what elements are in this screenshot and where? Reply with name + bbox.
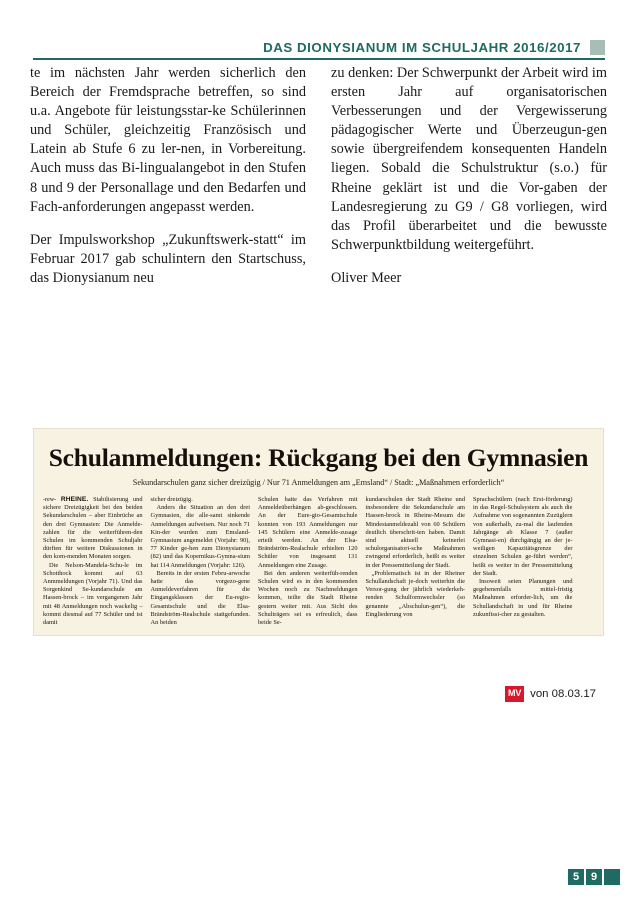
article-column-left bbox=[30, 64, 306, 288]
page-number-footer bbox=[568, 869, 620, 885]
clipping-paragraph: Sprachschülern (nach Erst-förderung) in das Regel-Schulsystem als auch die Aufnahme von sogenannten Zuzüglern von außerhalb, zu-mal die laufenden Jahrgänge ab Klasse 7 (außer Gymnasi-en) durchgängig an der je-weiligen Kapazitätsgrenze der einzelnen Schulen ge-führt werden“, heißt es weiter in der Pressemittelung der Stadt. bbox=[473, 496, 573, 577]
article-column-right bbox=[331, 64, 607, 288]
clipping-paragraph: „Problematisch ist in der Rheiner Schullandschaft je-doch weiterhin die Versor-gung der jährlich wiederkeh-renden Schulformwechsler (so genannte „Abschulun-gen“), die Eingliederung von bbox=[365, 569, 465, 618]
clipping-paragraph bbox=[43, 496, 143, 562]
newspaper-clipping bbox=[33, 428, 604, 636]
clipping-paragraph: Insoweit seien Planungen und gegebenenfalls mittel-fristig Maßnahmen erforder-lich, um die Schullandschaft in und für Rheine zukunftssi-cher zu gestalten. bbox=[473, 578, 573, 618]
paragraph: te im nächsten Jahr werden sicherlich den Bereich der Fremdsprache betreffen, so sind u.a. Angebote für leistungsstar-ke Schülerinnen und Schüler, gleichzeitig Französisch und Latein ab Stufe 6 zu ler-nen, in Vorbereitung. Auch muss das Bi-lingualangebot in den Stufen 8 und 9 der Personallage und den Bedarfen und Fach-anforderungen angepasst werden. bbox=[30, 65, 306, 215]
clipping-paragraph: Schulen hatte das Verfahren mit Anmeldeüberhängen ab-geschlossen. An der Eure-gio-Gesamtschule konnten von 193 Anmeldungen nur 145 Schülern eine Anmelde-zusage erteilt werden. An der Elsa-Brändström-Realschule erhielten 120 Schüler von insgesamt 131 Anmeldungen eine Zusage. bbox=[258, 496, 358, 569]
running-header-content bbox=[263, 40, 605, 55]
clipping-column-1 bbox=[43, 496, 143, 627]
clipping-column-5 bbox=[473, 496, 573, 627]
source-date-label: von 08.03.17 bbox=[530, 687, 596, 700]
clipping-columns bbox=[43, 496, 594, 627]
clipping-reporter-credit: -rew- bbox=[43, 497, 57, 503]
article-byline: Oliver Meer bbox=[331, 269, 402, 286]
running-header bbox=[33, 26, 605, 60]
clipping-paragraph: sicher dreizügig. bbox=[150, 496, 193, 503]
page-number-digit-second: 9 bbox=[586, 869, 602, 885]
article-body bbox=[30, 64, 608, 288]
clipping-column-4 bbox=[366, 496, 466, 627]
header-divider-rule bbox=[33, 58, 605, 60]
source-attribution bbox=[505, 686, 596, 702]
clipping-paragraph: Anders die Situation an den drei Gymnasien, die alle-samt sinkende Anmeldungen aufweisen. Nur noch 71 Kin-der wurden zum Emsland-Gymnasium angemeldet (Vorjahr: 90), 77 Kinder ge-hen zum Dionysianum (82) und das Kopernikus-Gymna-sium hat 114 Anmeldungen (Vorjahr: 126). bbox=[150, 504, 250, 569]
clipping-paragraph: Bei den anderen weiterfüh-renden Schulen wird es in den kommenden Wochen noch zu Nachmeldungen kommen, teilte die Stadt Rheine gestern weiter mit. Aus Sicht des Schulträgers sei es erfreulich, dass beide Se- bbox=[258, 569, 358, 627]
clipping-subheadline: Sekundarschulen ganz sicher dreizügig / Nur 71 Anmeldungen am „Emsland“ / Stadt: „Maßnahmen erforderlich“ bbox=[132, 478, 505, 487]
clipping-paragraph-text: Stabilisierung und sichere Dreizügigkeit bei den beiden Sekundarschulen – aber Einbrüche an den drei Gymnasien: Die Anmelde-zahlen für die weiterführen-den Schulen im kommenden Schuljahr dürften für weitere Diskussionen in den kom-menden Monaten sorgen. bbox=[43, 496, 143, 561]
clipping-paragraph: kundarschulen der Stadt Rheine und insbesondere die Sekundarschule am Hassen-brock in Rheine-Mesum die Mindestanmeldezahl von 60 Schülern deutlich überschrit-ten haben. Damit sind aktuell keinerlei schulorganisatori-sche Maßnahmen zwingend erforderlich, heißt es weiter in der Pressemitteilung der Stadt. bbox=[365, 496, 465, 569]
page-title: DAS DIONYSIANUM IM SCHULJAHR 2016/2017 bbox=[263, 40, 581, 55]
footer-decoration-square bbox=[604, 869, 620, 885]
mv-logo-icon: MV bbox=[505, 686, 524, 702]
page-number-digit-first: 5 bbox=[568, 869, 584, 885]
header-decoration-square bbox=[590, 40, 605, 55]
clipping-headline: Schulanmeldungen: Rückgang bei den Gymnasien bbox=[48, 443, 589, 472]
paragraph: Der Impulsworkshop „Zukunftswerk-statt“ im Februar 2017 gab schulintern den Startschuss, das Dionysianum neu bbox=[30, 231, 306, 286]
clipping-paragraph: Bereits in der ersten Febru-arwoche hatte das vorgezo-gene Anmeldeverfahren für die Eingangsklassen der Eu-regio-Gesamtschule und die Elsa-Brändström-Realschule stattgefunden. An beiden bbox=[150, 569, 250, 627]
clipping-column-2 bbox=[151, 496, 251, 627]
paragraph: zu denken: Der Schwerpunkt der Arbeit wird im ersten Jahr auf organisatorischen Verbesserungen und der Vergewisserung pädagogischer Werte und Überzeugun-gen sowie übergreifendem konsequenten Handeln liegen. Sobald die Schulstruktur (s.o.) für Rheine geklärt ist und die Vor-gaben der Landesregierung zu G9 / G8 vorliegen, wird das Profil überarbeitet und die bewusste Schwerpunktbildung weitergeführt. bbox=[331, 65, 607, 253]
clipping-paragraph: Die Nelson-Mandela-Schu-le im Schotthock kommt auf 63 Anmmeldungen (Vorjahr 71). Und das Sorgenkind Se-kundarschule am Hassen-brock – im vergangenen Jahr mit 48 Anmeldungen noch wackelig – kommt diesmal auf 77 Schüler und ist damit bbox=[43, 561, 143, 627]
clipping-dateline: RHEINE. bbox=[60, 496, 89, 503]
clipping-column-3 bbox=[258, 496, 358, 627]
